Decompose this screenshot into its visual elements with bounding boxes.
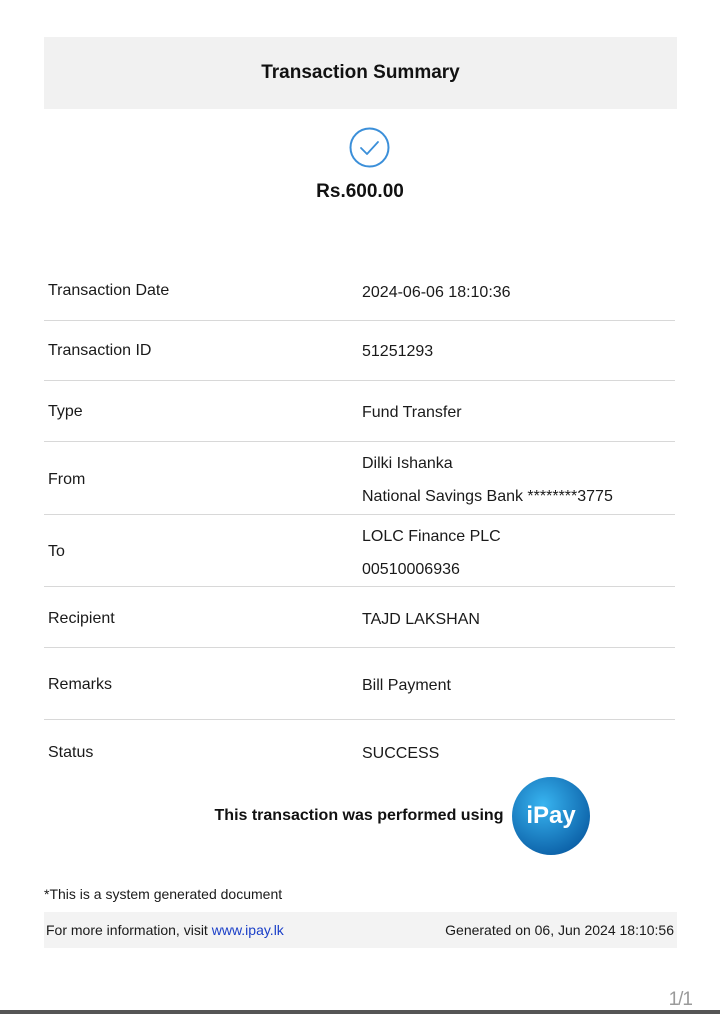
ipay-logo (511, 776, 591, 856)
row-value-line2: National Savings Bank ********3775 (362, 488, 613, 505)
performed-using (0, 776, 720, 856)
footer-band (44, 912, 677, 948)
system-generated-note: *This is a system generated document (44, 886, 283, 902)
page-number: 1/1 (668, 989, 692, 1010)
row-label: Type (48, 403, 83, 420)
svg-text:iPay: iPay (526, 802, 577, 829)
table-row-recipient (44, 587, 675, 648)
row-value: TAJD LAKSHAN (362, 611, 480, 628)
table-row-transaction-id (44, 321, 675, 381)
footer-info-prefix: For more information, visit (46, 922, 208, 938)
performed-using-text: This transaction was performed using (214, 807, 504, 824)
header-band (44, 37, 677, 109)
row-value: Fund Transfer (362, 404, 462, 421)
row-label: Transaction Date (48, 282, 170, 299)
generated-timestamp: Generated on 06, Jun 2024 18:10:56 (445, 922, 674, 938)
footer-info (46, 922, 284, 938)
transaction-details-table (44, 262, 675, 780)
row-value-line2: 00510006936 (362, 561, 460, 578)
ipay-website-link[interactable]: www.ipay.lk (211, 922, 284, 938)
row-value: 51251293 (362, 343, 434, 360)
row-label: To (48, 543, 65, 560)
row-value-line1: Dilki Ishanka (362, 455, 453, 472)
row-label: Status (48, 744, 94, 761)
row-label: Transaction ID (48, 342, 152, 359)
row-value: Bill Payment (362, 677, 451, 694)
row-label: From (48, 471, 86, 488)
row-label: Recipient (48, 610, 115, 627)
table-row-from (44, 442, 675, 515)
bottom-divider (0, 1010, 720, 1014)
table-row-remarks (44, 648, 675, 720)
row-value: 2024-06-06 18:10:36 (362, 284, 511, 301)
table-row-status (44, 720, 675, 780)
check-circle-icon (349, 127, 390, 168)
row-label: Remarks (48, 676, 113, 693)
transaction-amount: Rs.600.00 (316, 181, 404, 202)
status-value: SUCCESS (362, 745, 440, 762)
row-value-line1: LOLC Finance PLC (362, 528, 501, 545)
table-row-transaction-date (44, 262, 675, 321)
table-row-type (44, 381, 675, 442)
table-row-to (44, 515, 675, 587)
page-title: Transaction Summary (261, 62, 460, 83)
